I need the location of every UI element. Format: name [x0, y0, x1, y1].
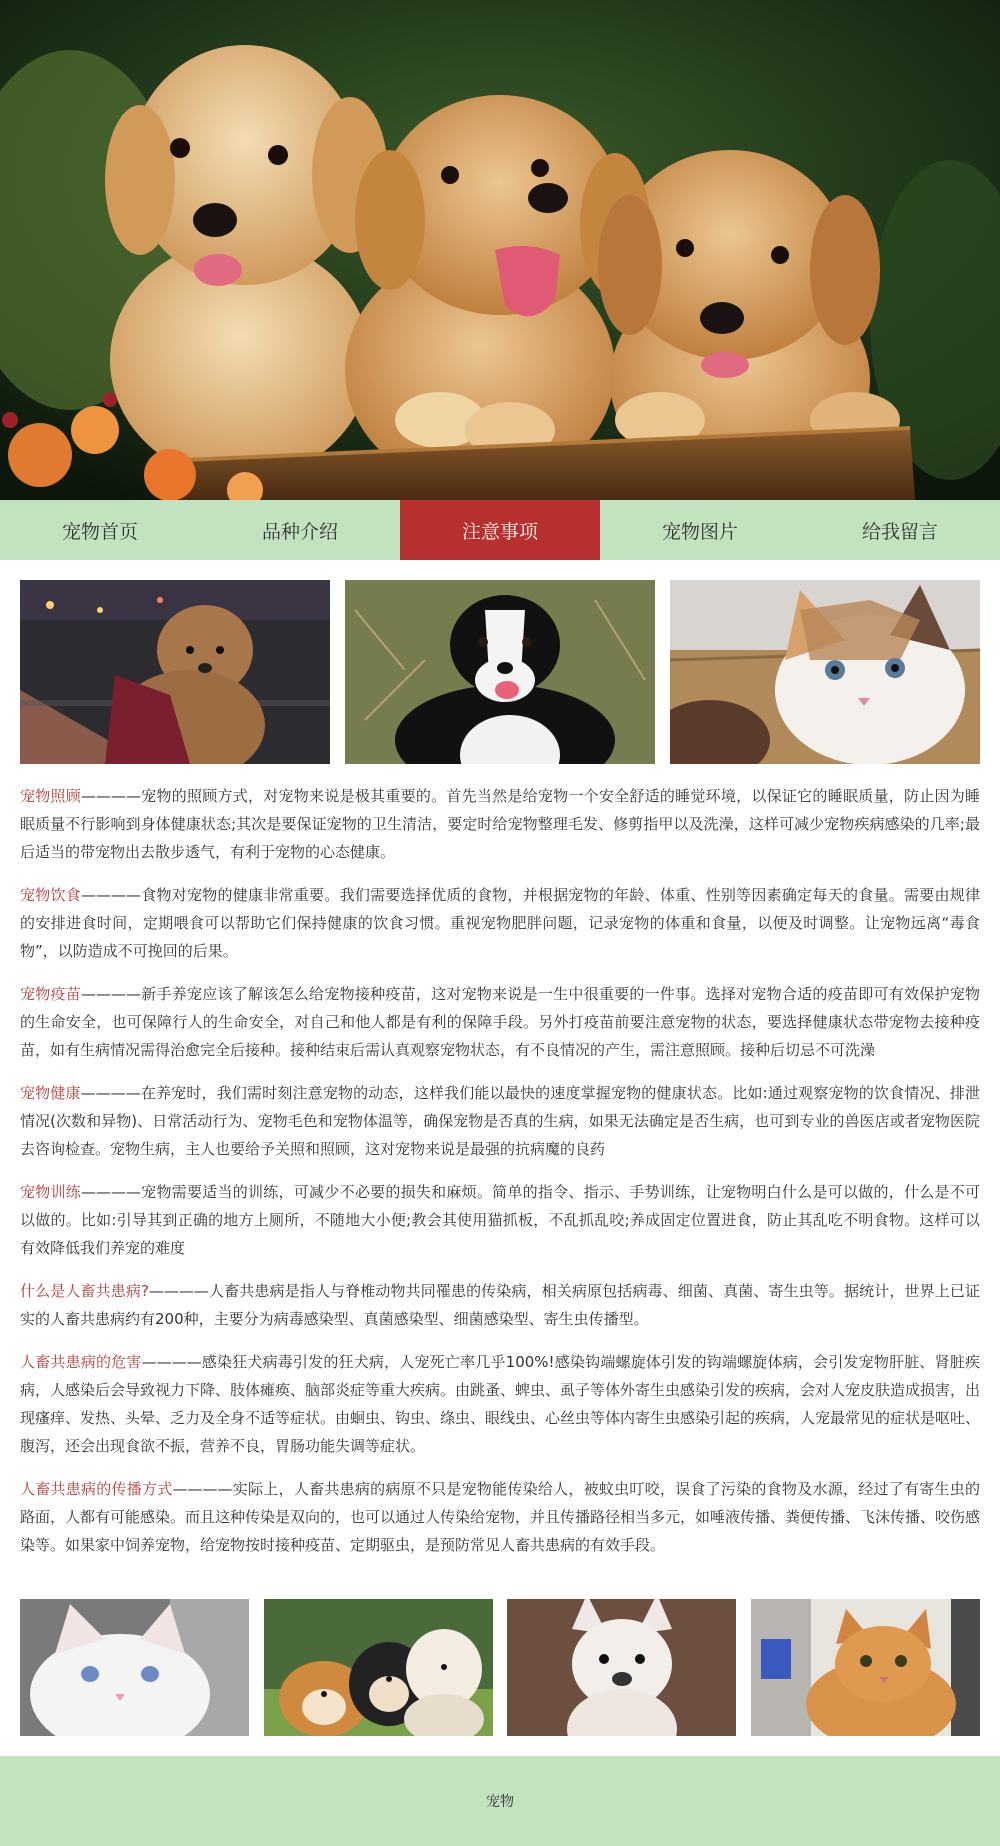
french-bulldog-photo: [507, 1599, 736, 1736]
section-zoonosis-transmission: [20, 1475, 980, 1559]
calico-cat-photo: [670, 580, 980, 764]
nav-item-message[interactable]: 给我留言: [861, 520, 938, 543]
section-pet-vaccine: [20, 980, 980, 1064]
nav-item-precautions[interactable]: 注意事项: [400, 500, 600, 560]
section-title: 宠物疫苗: [20, 985, 82, 1003]
footer-text: 宠物: [486, 1794, 514, 1810]
nav-item-pictures[interactable]: 宠物图片: [661, 520, 738, 543]
article-content: [20, 782, 980, 1574]
section-pet-diet: [20, 881, 980, 965]
main-nav: [0, 500, 1000, 560]
top-photo-row: [20, 580, 980, 764]
section-text: ————宠物的照顾方式，对宠物来说是极其重要的。首先当然是给宠物一个安全舒适的睡觉环境，以保证它的睡眠质量，防止因为睡眠质量不行影响到身体健康状态;其次是要保证宠物的卫生清洁，要定时给宠物整理毛发、修剪指甲以及洗澡，这样可减少宠物疾病感染的几率;最后适当的带宠物出去散步透气，有利于宠物的心态健康。: [20, 787, 980, 861]
section-title: 宠物健康: [20, 1084, 81, 1102]
section-text: ————食物对宠物的健康非常重要。我们需要选择优质的食物，并根据宠物的年龄、体重、性别等因素确定每天的食量。需要由规律的安排进食时间，定期喂食可以帮助它们保持健康的饮食习惯。重视宠物肥胖问题，记录宠物的体重和食量，以便及时调整。让宠物远离“毒食物”，以防造成不可挽回的后果。: [20, 886, 980, 960]
section-text: ————感染狂犬病毒引发的狂犬病，人宠死亡率几乎100%!感染钩端螺旋体引发的钩端螺旋体病，会引发宠物肝脏、肾脏疾病，人感染后会导致视力下降、肢体瘫痪、脑部炎症等重大疾病。由跳蚤、蜱虫、虱子等体外寄生虫感染引发的疾病，会对人宠皮肤造成损害，出现瘙痒、发热、头晕、乏力及全身不适等症状。由蛔虫、钩虫、绦虫、眼线虫、心丝虫等体内寄生虫感染引起的疾病，人宠最常见的症状是呕吐、腹泻，还会出现食欲不振，营养不良，胃肠功能失调等症状。: [20, 1353, 981, 1455]
hero-banner: [0, 0, 1000, 500]
section-title: 人畜共患病的传播方式: [20, 1480, 173, 1498]
section-title: 人畜共患病的危害: [20, 1353, 142, 1371]
section-pet-training: [20, 1178, 980, 1262]
nav-item-breeds[interactable]: 品种介绍: [261, 520, 338, 543]
hero-puppies-image: [0, 0, 1000, 500]
section-text: ————在养宠时，我们需时刻注意宠物的动态，这样我们能以最快的速度掌握宠物的健康状态。比如:通过观察宠物的饮食情况、排泄情况(次数和异物)、日常活动行为、宠物毛色和宠物体温等，确保宠物是否真的生病，如果无法确定是否生病，也可到专业的兽医店或者宠物医院去咨询检查。宠物生病，主人也要给予关照和照顾，这对宠物来说是最强的抗病魔的良药: [20, 1084, 980, 1158]
bottom-photo-row: [20, 1599, 980, 1736]
section-title: 宠物饮食: [20, 886, 82, 904]
poodle-photo: [20, 580, 330, 764]
white-cat-photo: [20, 1599, 249, 1736]
orange-cat-photo: [751, 1599, 980, 1736]
section-text: ————新手养宠应该了解该怎么给宠物接种疫苗，这对宠物来说是一生中很重要的一件事。选择对宠物合适的疫苗即可有效保护宠物的生命安全，也可保障行人的生命安全，对自己和他人都是有利的保障手段。另外打疫苗前要注意宠物的状态，要选择健康状态带宠物去接种疫苗，如有生病情况需得治愈完全后接种。接种结束后需认真观察宠物状态，有不良情况的产生，需注意照顾。接种后切忌不可洗澡: [20, 985, 980, 1059]
border-collie-photo: [345, 580, 655, 764]
nav-item-home[interactable]: 宠物首页: [61, 520, 138, 543]
section-zoonosis-definition: [20, 1277, 980, 1333]
section-text: ————实际上，人畜共患病的病原不只是宠物能传染给人，被蚊虫叮咬，误食了污染的食物及水源，经过了有寄生虫的路面，人都有可能感染。而且这种传染是双向的，也可以通过人传染给宠物，并且传播路径相当多元，如唾液传播、粪便传播、飞沫传播、咬伤感染等。如果家中饲养宠物，给宠物按时接种疫苗、定期驱虫，是预防常见人畜共患病的有效手段。: [20, 1480, 981, 1554]
section-title: 宠物训练: [20, 1183, 82, 1201]
shiba-dogs-photo: [264, 1599, 493, 1736]
section-title: 什么是人畜共患病?: [20, 1282, 149, 1300]
section-text: ————人畜共患病是指人与脊椎动物共同罹患的传染病，相关病原包括病毒、细菌、真菌、寄生虫等。据统计，世界上已证实的人畜共患病约有200种，主要分为病毒感染型、真菌感染型、细菌感染型、寄生虫传播型。: [20, 1282, 980, 1328]
section-zoonosis-harm: [20, 1348, 980, 1460]
section-text: ————宠物需要适当的训练，可减少不必要的损失和麻烦。简单的指令、指示、手势训练，让宠物明白什么是可以做的，什么是不可以做的。比如:引导其到正确的地方上厕所，不随地大小便;教会其使用猫抓板，不乱抓乱咬;养成固定位置进食，防止其乱吃不明食物。这样可以有效降低我们养宠的难度: [20, 1183, 980, 1257]
section-pet-care: [20, 782, 980, 866]
section-pet-health: [20, 1079, 980, 1163]
section-title: 宠物照顾: [20, 787, 82, 805]
page-footer: [0, 1756, 1000, 1846]
